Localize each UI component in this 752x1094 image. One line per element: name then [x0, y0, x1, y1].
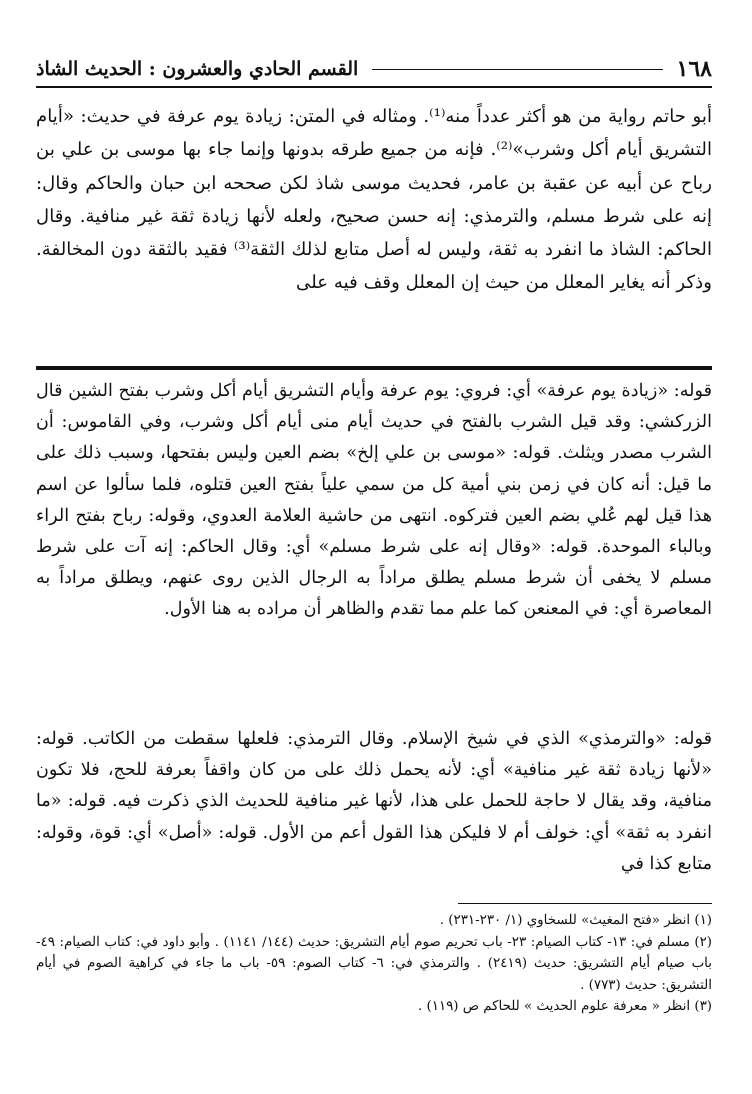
main-text: أبو حاتم رواية من هو أكثر عدداً منه⁽¹⁾. ومثاله في المتن: زيادة يوم عرفة في حديث: «أيام التشريق أيام أكل وشرب»⁽²⁾. فإنه من جميع طرقه بدونها وإنما جاء بها موسى بن علي بن رباح عن أبيه عن عقبة بن عامر، فحديث موسى شاذ لكن صححه ابن حبان والحاكم وقال: إنه على شرط مسلم، والترمذي: إنه حسن صحيح، ولعله لأنها زيادة ثقة غير منافية. وقال الحاكم: الشاذ ما انفرد به ثقة، وليس له أصل متابع لذلك الثقة⁽³⁾ فقيد بالثقة دون المخالفة. وذكر أنه يغاير المعلل من حيث إن المعلل وقف فيه على	[36, 106, 712, 294]
page-header	[36, 52, 712, 88]
footnote-2: (٢) مسلم في: ١٣- كتاب الصيام: ٢٣- باب تحريم صوم أيام التشريق: حديث (١٤٤/ ١١٤١) . وأبو داود في: كتاب الصيام: ٤٩- باب صيام أيام التشريق: حديث (٢٤١٩) . والترمذي في: ٦- كتاب الصوم: ٥٩- باب ما جاء في كراهية الصوم في أيام التشريق: حديث (٧٧٣) .	[36, 934, 713, 993]
page-number: ١٦٨	[676, 56, 712, 82]
commentary-paragraph-1: قوله: «زيادة يوم عرفة» أي: فروي: يوم عرفة وأيام التشريق أيام أكل وشرب بفتح الشين قال الزركشي: وقد قيل الشرب بالفتح في حديث أيام منى أيام أكل وشرب، وفي القاموس: أن الشرب مصدر ويثلث. قوله: «موسى بن علي إلخ» بضم العين وليس بفتحها، وسبب ذلك على ما قيل: أنه كان في زمن بني أمية كل من سمي علياً بفتح العين قتلوه، فلما سألوا عن اسم هذا قيل لهم عُلي بضم العين فتركوه. انتهى من حاشية العلامة العدوي، وقوله: رباح بفتح الراء وبالباء الموحدة. قوله: «وقال إنه على شرط مسلم» أي: وقال الحاكم: إنه آت على شرط مسلم لا يخفى أن شرط مسلم يطلق مراداً به الرجال الذين روى عنهم، ويطلق مراداً به المعاصرة أي: في المعنعن كما علم مما تقدم والظاهر أن مراده به هنا الأول.	[36, 381, 712, 620]
footnotes	[36, 910, 712, 1018]
running-title: القسم الحادي والعشرون : الحديث الشاذ	[36, 58, 359, 80]
header-rule	[372, 69, 662, 70]
commentary-paragraph-2: قوله: «والترمذي» الذي في شيخ الإسلام. وقال الترمذي: فلعلها سقطت من الكاتب. قوله: «لأنها زيادة ثقة غير منافية» أي: لأنه يحمل ذلك على من كان واقفاً بعرفة للحج، فلا تكون منافية، وقد يقال لا حاجة للحمل على هذا، لأنها غير منافية للحديث الذي ذكرت فيه. قوله: «ما انفرد به ثقة» أي: خولف أم لا فليكن هذا القول أعم من الأول. قوله: «أصل» أي: قوة، وقوله: متابع كذا في	[36, 729, 712, 874]
footnote-rule	[458, 903, 712, 904]
footnote-3: (٣) انظر « معرفة علوم الحديث » للحاكم ص (١١٩) .	[417, 999, 712, 1014]
section-divider	[36, 366, 712, 370]
footnote-1: (١) انظر «فتح المغيث» للسخاوي (١/ ٢٣٠-٢٣١) .	[439, 913, 712, 928]
